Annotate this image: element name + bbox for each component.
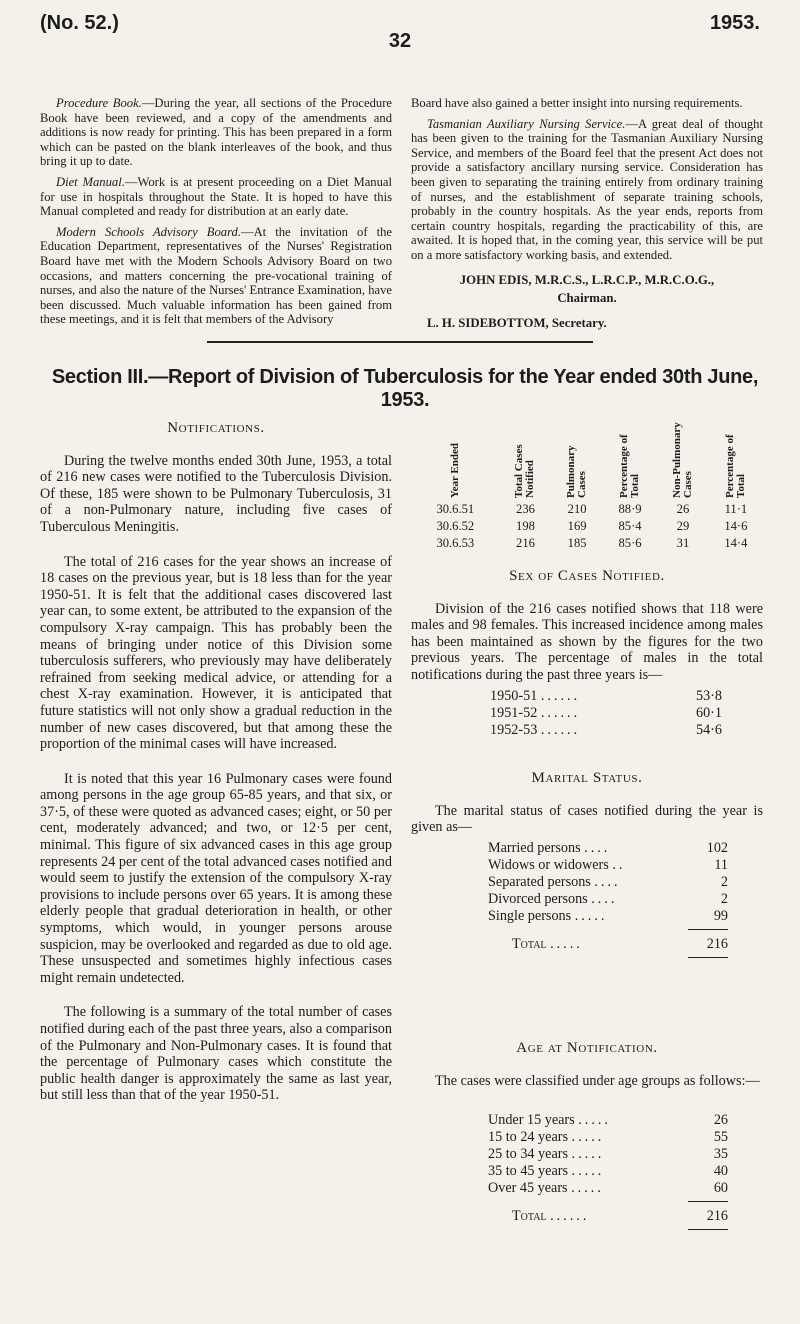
chairman-signature: JOHN EDIS, M.R.C.S., L.R.C.P., M.R.C.O.G., xyxy=(459,272,715,287)
list-item: Under 15 years ..... 26 xyxy=(488,1112,728,1128)
report-number: (No. 52.) xyxy=(40,12,119,34)
list-item: Widows or widowers .. 11 xyxy=(488,857,728,873)
col-header-pulmonary-pct: Percentage of Total xyxy=(618,434,642,498)
list-item: Over 45 years ..... 60 xyxy=(488,1180,728,1196)
list-item: Separated persons .... 2 xyxy=(488,874,728,890)
marital-list xyxy=(488,840,728,958)
sex-paragraph: Division of the 216 cases notified shows that 118 were males and 98 females. This increased incidence among males has been maintained as shown by the figures for the two previous years. The percentage of males in the total notifications during the past three years is— xyxy=(411,600,763,683)
paragraph-modern-schools: Modern Schools Advisory Board.—At the invitation of the Education Department, representatives of the Nurses' Registration Board have met with the Modern Schools Advisory Board on two occasions, and matters concerning the pre-vocational training of nurses, and also the nature of the Nurses' Entrance Examination, have been discussed. Much valuable information has been gained from these meetings, and it is felt that members of the Advisory xyxy=(40,224,392,327)
paragraph-auxiliary-nursing: Tasmanian Auxiliary Nursing Service.—A great deal of thought has been given to the training for the Tasmanian Auxiliary Nursing Service, and members of the Board feel that the present Act does not provide a satisfactory ancillary nursing service. Consideration has been given to separating the training entirely from ordinary training of nurses, and the establishment of separate training schools, probably in the country hospitals. As the year ends, reports from certain country hospitals, regarding the practicability of this, are awaited. It is hoped that, in the coming year, this service will be put on a more satisfactory working basis, and extended. xyxy=(411,116,763,262)
col-header-non-pulmonary-pct: Percentage of Total xyxy=(723,434,747,498)
top-right-column xyxy=(411,96,763,330)
marital-heading: Marital Status. xyxy=(531,770,643,786)
table-row: 30.6.51 236 210 88·9 26 11·1 xyxy=(436,502,748,516)
list-item: 1951-52 ...... 60·1 xyxy=(490,705,722,721)
sex-section xyxy=(411,568,763,684)
sex-heading: Sex of Cases Notified. xyxy=(509,568,665,584)
section-title: Section III.—Report of Division of Tuberculosis for the Year ended 30th June, 1953. xyxy=(51,366,759,411)
chairman-title: Chairman. xyxy=(557,291,617,306)
sum-rule xyxy=(688,929,728,930)
page-number: 32 xyxy=(388,30,412,52)
col-header-non-pulmonary: Non-Pulmonary Cases xyxy=(670,422,694,498)
section-divider xyxy=(207,341,593,343)
notifications-paragraph: The total of 216 cases for the year shows an increase of 18 cases on the previous year, but is 18 less than for the year 1950-51. It is felt that the additional cases discovered last year can, to some extent, be attributed to the expansion of the compulsory X-ray campaign. This has probably been the means of bringing under notice of this Division some tuberculosis sufferers, who previously may have deliberately refrained from seeking medical advice, or attending for a chest X-ray examination. However, it is anticipated that future statistics will not only show a gradual reduction in the number of new cases discovered, but that among these the proportion of the minimal cases will have increased. xyxy=(40,553,392,753)
list-item: 15 to 24 years ..... 55 xyxy=(488,1129,728,1145)
total-row: Total ..... 216 xyxy=(512,936,728,952)
col-header-pulmonary: Pulmonary Cases xyxy=(565,445,589,498)
sex-percent-list xyxy=(490,688,722,739)
report-year: 1953. xyxy=(709,12,760,34)
age-section xyxy=(411,1040,763,1089)
notifications-column xyxy=(40,420,392,1122)
list-item: 35 to 45 years ..... 40 xyxy=(488,1163,728,1179)
notifications-heading: Notifications. xyxy=(167,420,265,436)
secretary-signature: L. H. SIDEBOTTOM, Secretary. xyxy=(427,315,607,330)
list-item: 1950-51 ...... 53·8 xyxy=(490,688,722,704)
sum-rule xyxy=(688,1201,728,1202)
list-item: Divorced persons .... 2 xyxy=(488,891,728,907)
total-rule xyxy=(688,1229,728,1230)
total-rule xyxy=(688,957,728,958)
paragraph-procedure-book: Procedure Book.—During the year, all sections of the Procedure Book have been reviewed, and a copy of the amendments and additions is now ready for printing. This has been prepared in a form which can be pasted on the blank interleaves of the book, and thus bring it up to date. xyxy=(40,96,392,169)
page-header xyxy=(40,12,760,62)
table-row: 30.6.53 216 185 85·6 31 14·4 xyxy=(436,536,748,550)
table-row: 30.6.52 198 169 85·4 29 14·6 xyxy=(436,519,748,533)
marital-section xyxy=(411,770,763,836)
list-item: Married persons .... 102 xyxy=(488,840,728,856)
list-item: Single persons ..... 99 xyxy=(488,908,728,924)
col-header-total: Total Cases Notified xyxy=(513,444,537,498)
summary-table xyxy=(411,420,763,552)
paragraph-continuation: Board have also gained a better insight into nursing requirements. xyxy=(411,96,743,110)
list-item: 1952-53 ...... 54·6 xyxy=(490,722,722,738)
notifications-paragraph: During the twelve months ended 30th June, 1953, a total of 216 new cases were notified to the Tuberculosis Division. Of these, 185 were shown to be Pulmonary Tuberculosis, 31 of a non-Pulmonary nature, including five cases of Tuberculous Meningitis. xyxy=(40,452,392,535)
list-item: 25 to 34 years ..... 35 xyxy=(488,1146,728,1162)
paragraph-diet-manual: Diet Manual.—Work is at present proceeding on a Diet Manual for use in hospitals throughout the State. It is hoped to have this Manual completed and ready for distribution at an early date. xyxy=(40,174,392,219)
age-list xyxy=(488,1112,728,1230)
col-header-year: Year Ended xyxy=(448,442,461,498)
marital-paragraph: The marital status of cases notified during the year is given as— xyxy=(411,802,763,836)
age-heading: Age at Notification. xyxy=(516,1040,658,1056)
notifications-paragraph: The following is a summary of the total number of cases notified during each of the past three years, also a comparison of the Pulmonary and Non-Pulmonary cases. It is found that the percentage of Pulmonary cases which constitute the public health danger is approximately the same as last year, but still less than that of the year 1950-51. xyxy=(40,1004,392,1104)
total-row: Total ...... 216 xyxy=(512,1208,728,1224)
top-left-column xyxy=(40,96,392,333)
notifications-paragraph: It is noted that this year 16 Pulmonary cases were found among persons in the age group 65-85 years, and that six, or 37·5, of these were quoted as advanced cases; eight, or 50 per cent, moderately advanced; and two, or 12·5 per cent, minimal. This figure of six advanced cases in this age group represents 24 per cent of the total advanced cases notified and would seem to justify the extension of the compulsory X-ray provisions to include persons over 65 years. It is among these elderly people that gradual deterioration in health, or other symptoms, which would, in younger persons arouse suspicion, may be overlooked and regarded as due to old age. These unsuspected and sometimes highly infectious cases might remain undetected. xyxy=(40,770,392,986)
age-paragraph: The cases were classified under age groups as follows:— xyxy=(435,1072,760,1089)
